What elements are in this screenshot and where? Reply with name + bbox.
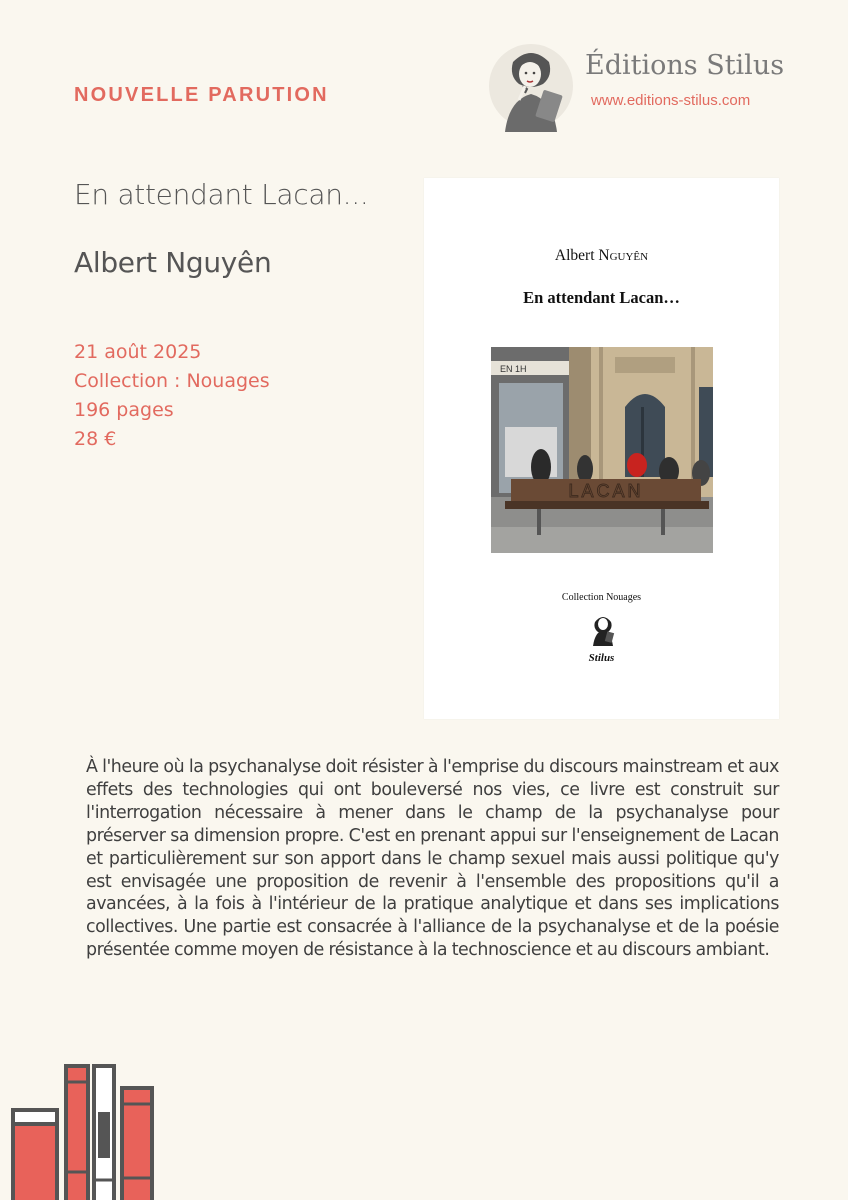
book-title: En attendant Lacan... [74,178,369,211]
woman-reading-logo-icon [483,36,575,136]
photo-sign-text: EN 1H [500,364,527,374]
cover-photo [491,347,713,553]
book-cover [424,178,779,719]
publisher-brand [483,36,823,136]
page-kicker: NOUVELLE PARUTION [74,84,329,106]
bookshelf-icon [0,1060,170,1200]
page-count: 196 pages [74,399,174,421]
publication-date: 21 août 2025 [74,341,202,363]
book-meta [74,338,270,454]
book-author: Albert Nguyên [74,246,272,279]
book-price: 28 € [74,428,117,450]
book-collection: Collection : Nouages [74,370,270,392]
cover-author-first: Albert [554,247,595,264]
publisher-url[interactable]: www.editions-stilus.com [591,92,751,109]
photo-bench-text: LACAN [568,481,644,501]
publisher-name: Éditions Stilus [585,50,785,81]
cover-title: En attendant Lacan… [523,288,680,307]
book-description: À l'heure où la psychanalyse doit résister à l'emprise du discours mainstream et aux effets des technologies qui ont bouleversé nos vies, ce livre est construit sur l'interrogation nécessaire à mener dans le champ de la psychanalyse pour préserver sa dimension propre. C'est en prenant appui sur l'enseignement de Lacan et particulièrement sur son apport dans le champ sexuel mais aussi politique qu'y est envisagée une proposition de revenir à l'ensemble des propositions qu'il a avancées, à la fois à l'intérieur de la pratique analytique et dans ses implications collectives. Une partie est consacrée à l'alliance de la psychanalyse et de la poésie présentée comme moyen de résistance à la technoscience et au discours ambiant. [86,757,779,961]
cover-publisher: Stilus [588,652,615,664]
cover-collection: Collection Nouages [561,592,642,603]
cover-author [424,247,779,265]
cover-logo-icon [590,612,616,646]
cover-author-last: Nguyên [598,247,649,264]
